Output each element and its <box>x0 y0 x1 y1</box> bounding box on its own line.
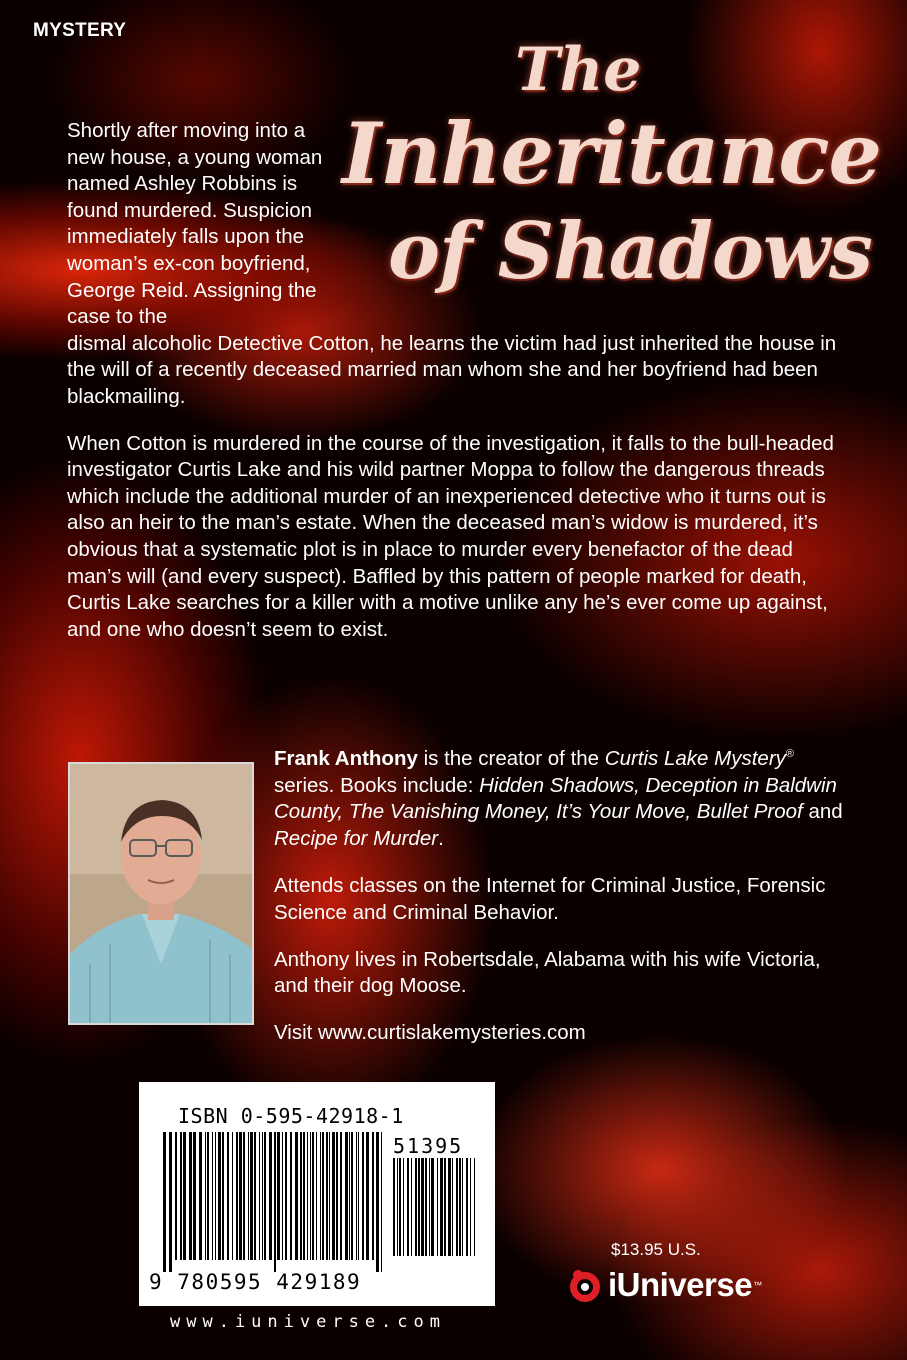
author-name: Frank Anthony <box>274 746 418 770</box>
barcode-bar <box>180 1132 182 1260</box>
title-line-2: Inheritance <box>342 104 881 203</box>
barcode-bar <box>372 1132 374 1260</box>
barcode-bar <box>440 1158 443 1256</box>
title-line-3: of Shadows <box>388 206 872 297</box>
bio-period: . <box>438 827 444 851</box>
barcode-panel <box>139 1082 495 1306</box>
barcode-bar <box>437 1158 438 1256</box>
barcode-bar <box>358 1132 359 1260</box>
barcode-bar <box>340 1132 342 1260</box>
barcode-bar <box>425 1158 427 1256</box>
barcode-bar <box>189 1132 192 1260</box>
barcode-bar <box>183 1132 186 1260</box>
barcode-bar <box>470 1158 471 1256</box>
publisher-logo <box>566 1266 762 1304</box>
barcode-bar <box>466 1158 468 1256</box>
barcode-bar <box>259 1132 260 1260</box>
barcode-bar <box>393 1158 395 1256</box>
barcode-bar <box>307 1132 308 1260</box>
barcode-bar <box>376 1132 379 1272</box>
barcode-bar <box>262 1132 263 1260</box>
barcode-bar <box>212 1132 213 1260</box>
barcode-bar <box>303 1132 305 1260</box>
bio-series-suffix: series. Books include: <box>274 773 480 797</box>
barcode-bar <box>397 1158 398 1256</box>
barcode-bar <box>316 1132 317 1260</box>
barcode-bar <box>215 1132 216 1260</box>
barcode-bar <box>239 1132 242 1260</box>
barcode-bar <box>218 1132 221 1260</box>
bio-paragraph-4: Visit www.curtislakemysteries.com <box>274 1021 586 1045</box>
barcode-bar <box>320 1132 321 1260</box>
barcode-bar <box>431 1158 434 1256</box>
barcode-bar <box>227 1132 229 1260</box>
barcode-bar <box>274 1132 276 1272</box>
price-label: $13.95 U.S. <box>611 1240 701 1259</box>
publisher-website: www.iuniverse.com <box>170 1312 446 1332</box>
registered-mark: ® <box>785 748 795 760</box>
barcode-bar <box>243 1132 245 1260</box>
synopsis <box>67 118 847 643</box>
barcode-bar <box>407 1158 409 1256</box>
barcode-bar <box>336 1132 338 1260</box>
barcode-bar <box>285 1132 287 1260</box>
barcode-bar <box>362 1132 364 1260</box>
price-barcode <box>391 1158 479 1272</box>
synopsis-p1-head: Shortly after moving into a new house, a young woman named Ashley Robbins is found murdered. Suspicion immediately falls upon the woman’s ex-con boyfriend, George Reid. Assigning the case to the <box>67 119 323 329</box>
author-photo <box>68 762 254 1025</box>
barcode-bar <box>277 1132 280 1260</box>
publisher-name: iUniverse <box>608 1266 753 1303</box>
barcode-bar <box>300 1132 302 1260</box>
barcode-bar <box>462 1158 463 1256</box>
synopsis-paragraph-1 <box>67 118 847 411</box>
barcode-bar <box>399 1158 401 1256</box>
book-title-1: Hidden Shadows, <box>479 773 640 797</box>
series-name: Curtis Lake Mystery <box>604 746 786 770</box>
bio-paragraph-2: Attends classes on the Internet for Criminal Justice, Forensic Science and Criminal Behavior. <box>274 874 826 924</box>
barcode-bar <box>356 1132 357 1260</box>
barcode-bar <box>429 1158 430 1256</box>
synopsis-paragraph-2: When Cotton is murdered in the course of the investigation, it falls to the bull-headed investigator Curtis Lake and his wild partner Moppa to follow the dangerous threads which include the additional murder of an inexperienced detective who it turns out is also an heir to the man’s estate. When the deceased man’s widow is murdered, it’s obvious that a systematic plot is in place to murder every benefactor of the dead man’s will (and every suspect). Baffled by this pattern of people marked for death, Curtis Lake searches for a killer with a motive unlike any he’s ever come up against, and one who doesn’t seem to exist. <box>67 431 834 641</box>
barcode-bar <box>205 1132 206 1260</box>
barcode-bar <box>254 1132 256 1260</box>
barcode-bar <box>448 1158 451 1256</box>
barcode-bar <box>351 1132 353 1260</box>
bio-intro: is the creator of the <box>417 746 605 770</box>
ean-barcode <box>161 1132 385 1272</box>
genre-label: MYSTERY <box>33 20 127 41</box>
barcode-bar <box>236 1132 238 1260</box>
bio-paragraph-3: Anthony lives in Robertsdale, Alabama with his wife Victoria, and their dog Moose. <box>274 947 821 998</box>
title-line-1: The <box>515 35 642 105</box>
barcode-bar <box>444 1158 446 1256</box>
barcode-bar <box>232 1132 233 1260</box>
barcode-bar <box>381 1132 382 1272</box>
barcode-bar <box>295 1132 298 1260</box>
barcode-bar <box>456 1158 458 1256</box>
iuniverse-logo-icon <box>566 1266 604 1304</box>
barcode-bar <box>332 1132 335 1260</box>
author-bio <box>274 741 854 1067</box>
barcode-bar <box>193 1132 196 1260</box>
trademark-mark: ™ <box>753 1280 763 1290</box>
barcode-bar <box>474 1158 475 1256</box>
book-title-4: Recipe for Murder <box>274 827 439 851</box>
barcode-bar <box>207 1132 209 1260</box>
barcode-bar <box>411 1158 412 1256</box>
barcode-bar <box>169 1132 172 1272</box>
barcode-bar <box>264 1132 266 1260</box>
isbn-text: ISBN 0-595-42918-1 <box>178 1104 404 1128</box>
barcode-bar <box>199 1132 202 1260</box>
barcode-bar <box>250 1132 253 1260</box>
price-code-text: 51395 <box>393 1134 464 1158</box>
bio-and: and <box>802 800 843 824</box>
barcode-bar <box>403 1158 404 1256</box>
barcode-bar <box>269 1132 272 1260</box>
barcode-bar <box>163 1132 166 1272</box>
ean-digits: 9 780595 429189 <box>149 1270 362 1294</box>
book-title-3: It’s Your Move, Bullet Proof <box>556 800 803 824</box>
barcode-bar <box>415 1158 417 1256</box>
barcode-bar <box>222 1132 224 1260</box>
barcode-bar <box>248 1132 249 1260</box>
barcode-bar <box>322 1132 324 1260</box>
barcode-bar <box>312 1132 314 1260</box>
barcode-bar <box>290 1132 292 1260</box>
barcode-bar <box>459 1158 461 1256</box>
barcode-bar <box>452 1158 453 1256</box>
barcode-bar <box>326 1132 328 1260</box>
barcode-bar <box>282 1132 283 1260</box>
barcode-bar <box>366 1132 369 1260</box>
synopsis-p1-tail: dismal alcoholic Detective Cotton, he learns the victim had just inherited the house in the will of a recently deceased married man whom she and her boyfriend had been blackmailing. <box>67 331 837 408</box>
bio-paragraph-1 <box>274 741 854 853</box>
barcode-bar <box>175 1132 177 1260</box>
barcode-bar <box>310 1132 311 1260</box>
barcode-bar <box>421 1158 424 1256</box>
book-title-2: Deception in Baldwin County, The Vanishing Money, <box>274 773 837 824</box>
barcode-bar <box>345 1132 348 1260</box>
barcode-bar <box>349 1132 350 1260</box>
barcode-bar <box>418 1158 420 1256</box>
barcode-bar <box>329 1132 330 1260</box>
